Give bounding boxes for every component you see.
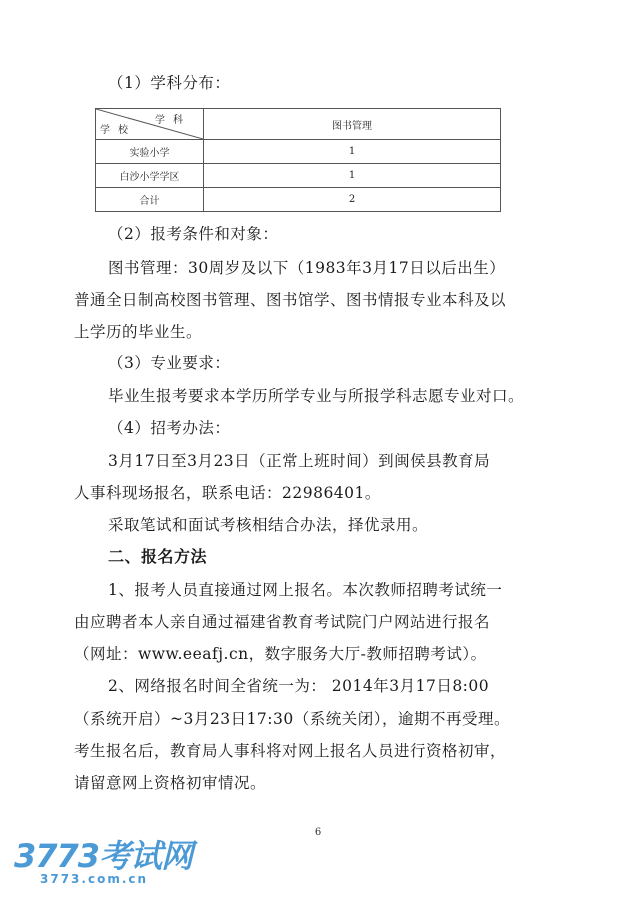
paragraph-line: 图书管理：30周岁及以下（1983年3月17日以后出生） (108, 259, 506, 277)
table-cell-count: 1 (204, 164, 501, 188)
paragraph-line: 3月17日至3月23日（正常上班时间）到闽侯县教育局 (108, 452, 491, 470)
table-cell-count: 1 (204, 140, 501, 164)
paragraph-line: 1、报考人员直接通过网上报名。本次教师招聘考试统一 (108, 581, 503, 599)
paragraph-line: 由应聘者本人亲自通过福建省教育考试院门户网站进行报名 (74, 613, 491, 631)
watermark-logo: 3773考试网 (14, 837, 193, 875)
page-number: 6 (314, 827, 322, 838)
table-row (96, 164, 501, 188)
paragraph-line: 2、网络报名时间全省统一为： 2014年3月17日8:00 (108, 677, 490, 695)
paragraph-line: 普通全日制高校图书管理、图书馆学、图书情报专业本科及以 (74, 291, 507, 309)
table-row (96, 188, 501, 212)
subject-distribution-table (95, 108, 501, 212)
table-corner-cell (96, 109, 204, 140)
paragraph-line: 人事科现场报名，联系电话：22986401。 (74, 484, 381, 502)
paragraph-line: 考生报名后，教育局人事科将对网上报名人员进行资格初审， (74, 742, 507, 760)
corner-school-label: 学校 (100, 125, 136, 136)
corner-subject-label: 学科 (155, 115, 191, 126)
paragraph-line: 请留意网上资格初审情况。 (74, 774, 267, 792)
table-cell-school: 合计 (96, 188, 204, 212)
paragraph-line: （网址：www.eeafj.cn，数字服务大厅-教师招聘考试）。 (74, 645, 487, 663)
paragraph-line: 上学历的毕业生。 (74, 323, 203, 341)
table-cell-school: 白沙小学学区 (96, 164, 204, 188)
section-3-heading: （3）专业要求： (108, 354, 231, 372)
column-header-library-management: 图书管理 (204, 109, 501, 140)
section-4-heading: （4）招考办法： (108, 419, 231, 437)
part-2-heading: 二、报名方法 (108, 547, 208, 566)
section-2-heading: （2）报考条件和对象： (108, 225, 279, 243)
section-1-heading: （1）学科分布： (108, 74, 231, 92)
paragraph-line: 毕业生报考要求本学历所学专业与所报学科志愿专业对口。 (108, 387, 525, 405)
table-cell-count: 2 (204, 188, 501, 212)
watermark-url: 3773.com.cn (40, 872, 149, 886)
table-row (96, 140, 501, 164)
table-cell-school: 实验小学 (96, 140, 204, 164)
paragraph-line: （系统开启）~3月23日17:30（系统关闭），逾期不再受理。 (74, 710, 510, 728)
table-header-row (96, 109, 501, 140)
paragraph-line: 采取笔试和面试考核相结合办法，择优录用。 (108, 516, 429, 534)
